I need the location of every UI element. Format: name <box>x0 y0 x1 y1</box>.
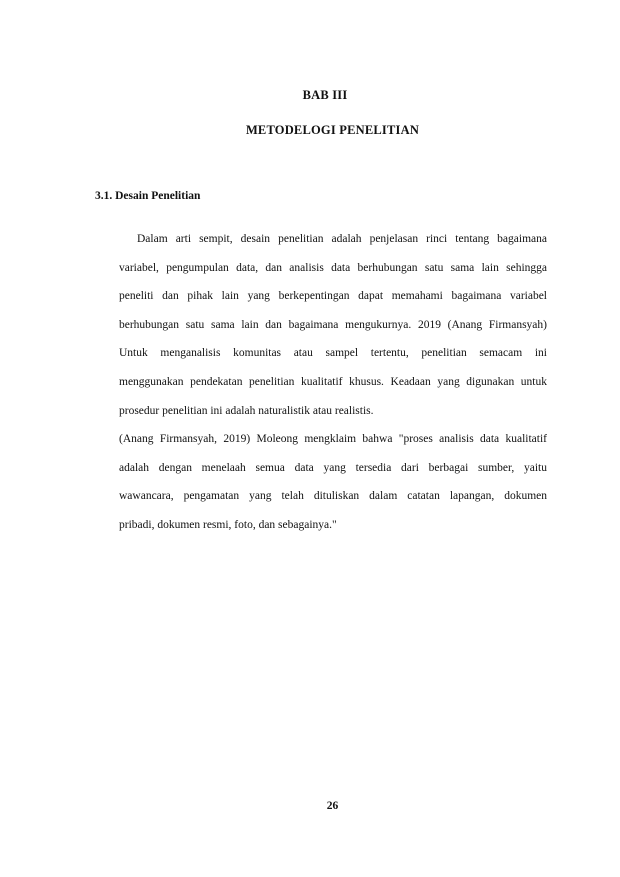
paragraph-line: berhubungan satu sama lain dan bagaimana mengukurnya. 2019 (Anang Firmansyah) <box>119 318 547 331</box>
paragraph-line: Dalam arti sempit, desain penelitian adalah penjelasan rinci tentang bagaimana <box>137 233 547 245</box>
paragraph-line: peneliti dan pihak lain yang berkepentingan dapat memahami bagaimana variabel <box>119 290 547 303</box>
page-number: 26 <box>326 800 339 812</box>
paragraph-line: variabel, pengumpulan data, dan analisis data berhubungan satu sama lain sehingga <box>119 261 547 274</box>
paragraph-line: wawancara, pengamatan yang telah dituliskan dalam catatan lapangan, dokumen <box>119 490 547 503</box>
paragraph-line: Untuk menganalisis komunitas atau sampel tertentu, penelitian semacam ini <box>119 347 547 360</box>
paragraph-line: pribadi, dokumen resmi, foto, dan sebagainya." <box>119 518 337 531</box>
paragraph-line: adalah dengan menelaah semua data yang tersedia dari berbagai sumber, yaitu <box>119 461 547 474</box>
section-heading: 3.1. Desain Penelitian <box>95 190 201 202</box>
body-paragraph-1 <box>119 225 547 425</box>
chapter-title: METODELOGI PENELITIAN <box>245 123 420 137</box>
body-paragraph-2 <box>119 425 547 539</box>
paragraph-line: menggunakan pendekatan penelitian kualitatif khusus. Keadaan yang digunakan untuk <box>119 375 547 388</box>
paragraph-line: (Anang Firmansyah, 2019) Moleong mengklaim bahwa "proses analisis data kualitatif <box>119 433 547 445</box>
paragraph-line: prosedur penelitian ini adalah naturalistik atau realistis. <box>119 404 374 417</box>
chapter-number: BAB III <box>302 88 348 102</box>
